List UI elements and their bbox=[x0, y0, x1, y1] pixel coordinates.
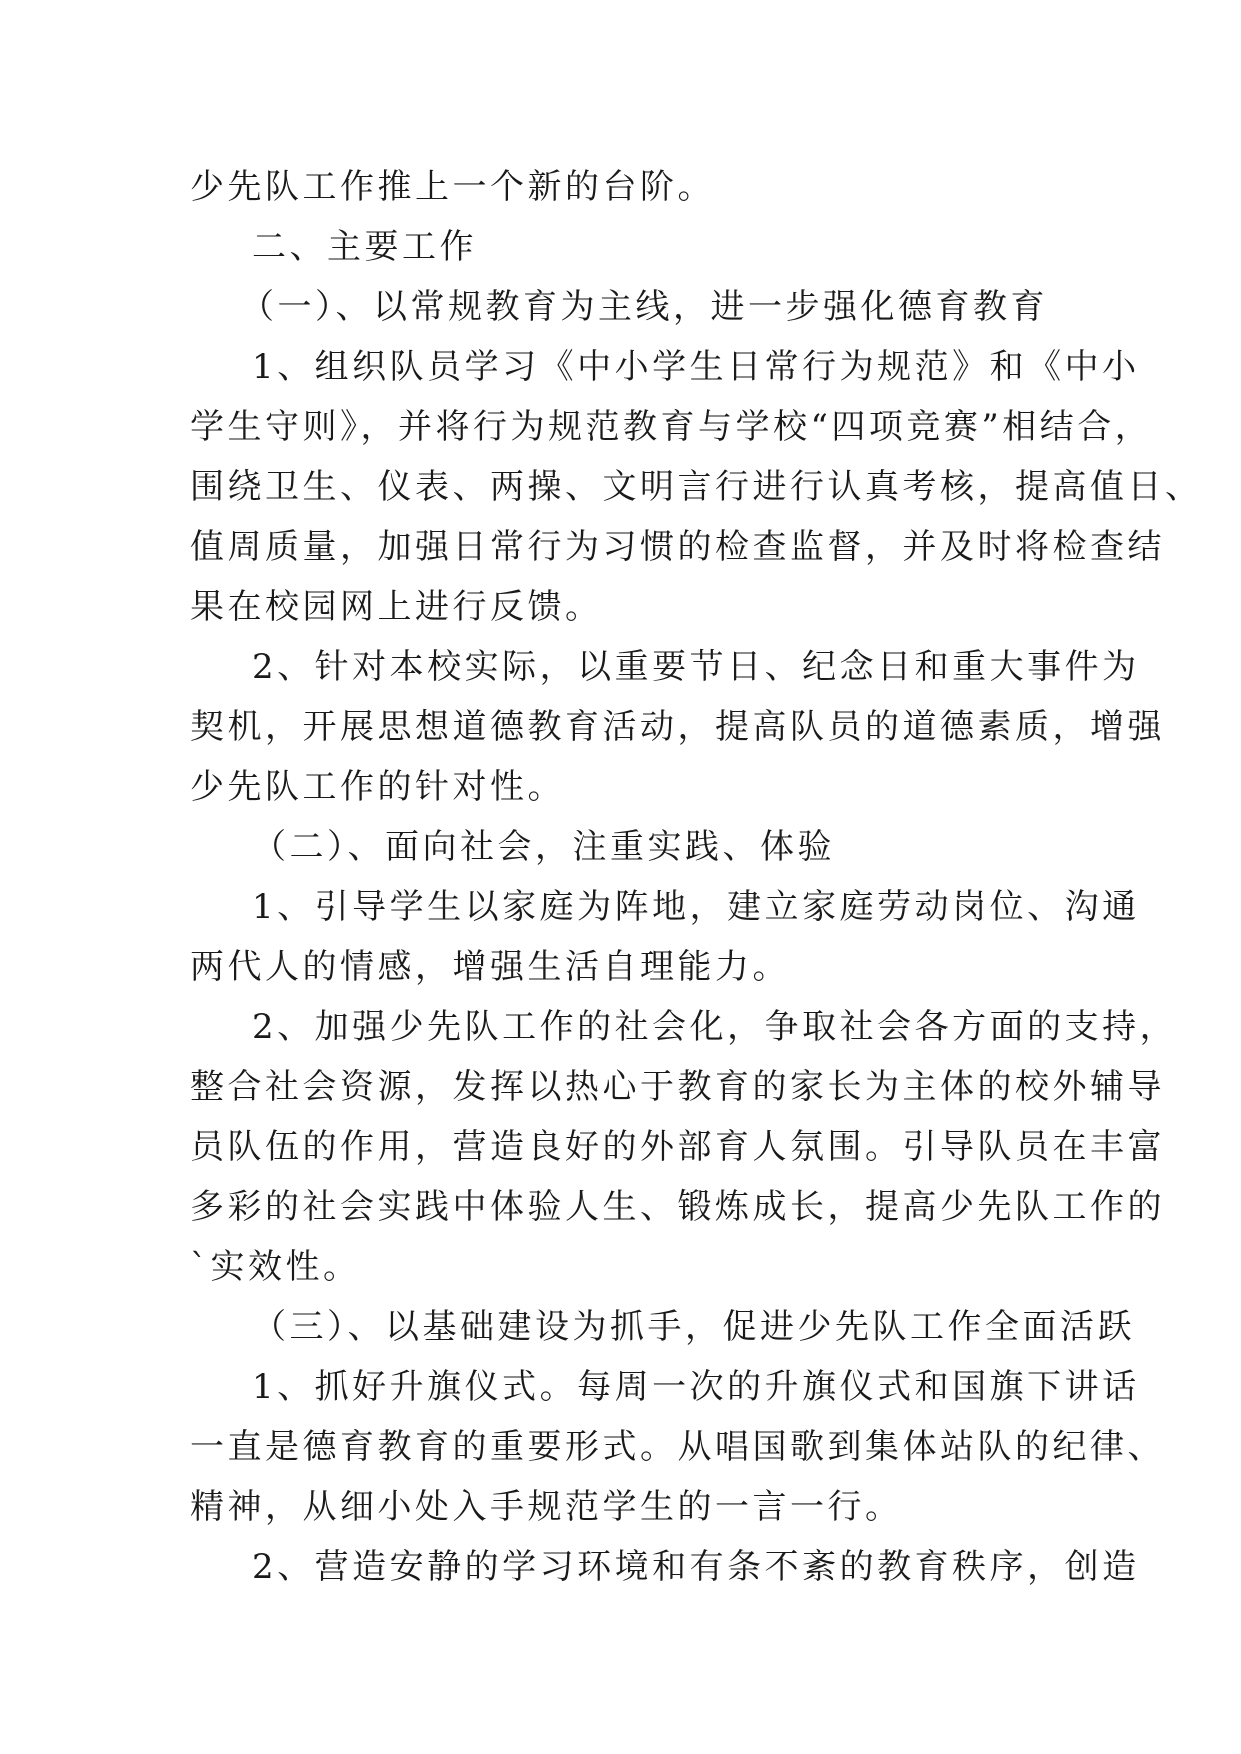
paragraph-line: `实效性。 bbox=[190, 1247, 361, 1287]
paragraph-line: 2、营造安静的学习环境和有条不紊的教育秩序，创造 bbox=[252, 1547, 1140, 1587]
subsection-heading: （三）、以基础建设为抓手，促进少先队工作全面活跃 bbox=[252, 1307, 1135, 1347]
paragraph-line: 少先队工作的针对性。 bbox=[190, 767, 565, 807]
paragraph-line: 果在校园网上进行反馈。 bbox=[190, 587, 603, 627]
paragraph-line: 契机，开展思想道德教育活动，提高队员的道德素质，增强 bbox=[190, 707, 1165, 747]
paragraph-line: 围绕卫生、仪表、两操、文明言行进行认真考核，提高值日、 bbox=[190, 467, 1203, 507]
paragraph-line: 1、抓好升旗仪式。每周一次的升旗仪式和国旗下讲话 bbox=[252, 1367, 1140, 1407]
subsection-heading: （一）、以常规教育为主线，进一步强化德育教育 bbox=[240, 287, 1048, 327]
paragraph-line: 多彩的社会实践中体验人生、锻炼成长，提高少先队工作的 bbox=[190, 1187, 1165, 1227]
text-line: 少先队工作推上一个新的台阶。 bbox=[190, 167, 715, 207]
paragraph-line: 1、组织队员学习《中小学生日常行为规范》和《中小 bbox=[252, 347, 1140, 387]
paragraph-line: 2、加强少先队工作的社会化，争取社会各方面的支持， bbox=[252, 1007, 1178, 1047]
paragraph-line: 员队伍的作用，营造良好的外部育人氛围。引导队员在丰富 bbox=[190, 1127, 1165, 1167]
paragraph-line: 精神，从细小处入手规范学生的一言一行。 bbox=[190, 1487, 903, 1527]
paragraph-line: 2、针对本校实际，以重要节日、纪念日和重大事件为 bbox=[252, 647, 1140, 687]
paragraph-line: 学生守则》，并将行为规范教育与学校“四项竞赛”相结合， bbox=[190, 407, 1153, 447]
paragraph-line: 整合社会资源，发挥以热心于教育的家长为主体的校外辅导 bbox=[190, 1067, 1165, 1107]
paragraph-line: 一直是德育教育的重要形式。从唱国歌到集体站队的纪律、 bbox=[190, 1427, 1165, 1467]
paragraph-line: 1、引导学生以家庭为阵地，建立家庭劳动岗位、沟通 bbox=[252, 887, 1140, 927]
paragraph-line: 值周质量，加强日常行为习惯的检查监督，并及时将检查结 bbox=[190, 527, 1165, 567]
paragraph-line: 两代人的情感，增强生活自理能力。 bbox=[190, 947, 790, 987]
section-heading: 二、主要工作 bbox=[252, 227, 477, 267]
subsection-heading: （二）、面向社会，注重实践、体验 bbox=[252, 827, 835, 867]
